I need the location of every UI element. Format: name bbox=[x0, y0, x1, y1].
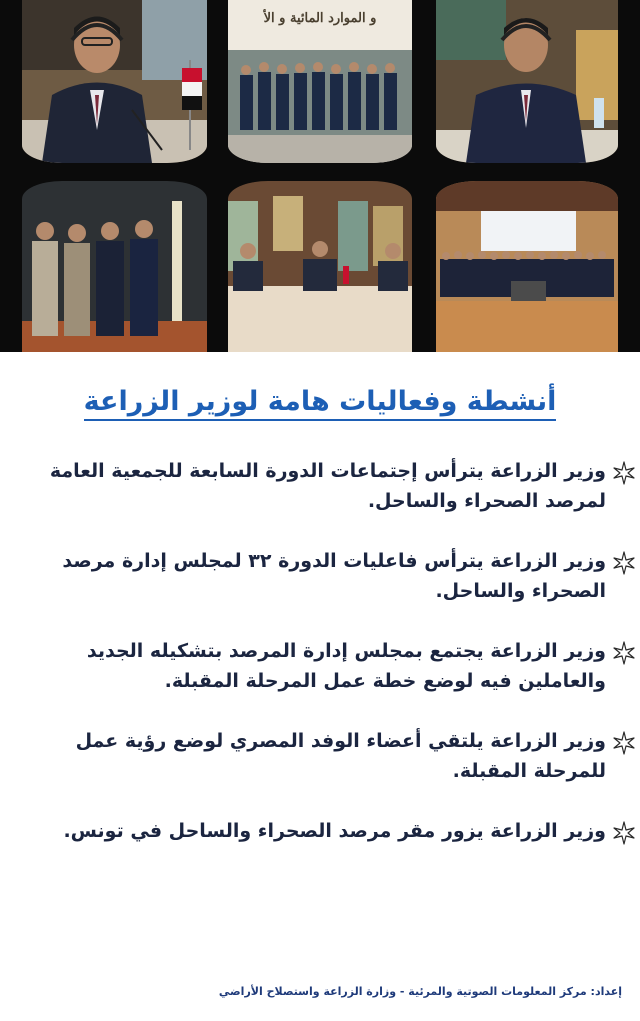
page-title-text: أنشطة وفعاليات هامة لوزير الزراعة bbox=[84, 386, 557, 421]
star-icon bbox=[612, 461, 636, 485]
star-icon bbox=[612, 641, 636, 665]
list-item bbox=[6, 816, 636, 846]
star-icon bbox=[612, 551, 636, 575]
star-icon bbox=[612, 731, 636, 755]
list-item bbox=[6, 456, 636, 516]
list-item-text: وزير الزراعة يزور مقر مرصد الصحراء والساحل في تونس. bbox=[63, 820, 606, 842]
list-item-text: وزير الزراعة يترأس إجتماعات الدورة السابعة للجمعية العامة لمرصد الصحراء والساحل. bbox=[49, 460, 606, 512]
activities-list bbox=[6, 456, 636, 876]
photo-group-at-building bbox=[228, 0, 412, 163]
photo-minister-at-table bbox=[436, 0, 618, 163]
list-item-text: وزير الزراعة يترأس فاعليات الدورة ٣٢ لمجلس إدارة مرصد الصحراء والساحل. bbox=[62, 550, 606, 602]
photo-officials-standing bbox=[22, 181, 207, 352]
list-item bbox=[6, 726, 636, 786]
list-item bbox=[6, 546, 636, 606]
building-sign-text: و الموارد المائية و الأ bbox=[263, 11, 377, 26]
photo-collage bbox=[0, 0, 640, 352]
list-item-text: وزير الزراعة يجتمع بمجلس إدارة المرصد بتشكيله الجديد والعاملين فيه لوضع خطة عمل المرحلة المقبلة. bbox=[86, 640, 606, 692]
credit-line: إعداد: مركز المعلومات الصوتية والمرئية - وزارة الزراعة واستصلاح الأراضي bbox=[218, 985, 622, 998]
list-item bbox=[6, 636, 636, 696]
photo-large-group bbox=[436, 181, 618, 352]
photo-meeting-table bbox=[228, 181, 412, 352]
star-icon bbox=[612, 821, 636, 845]
page-title bbox=[0, 386, 640, 417]
list-item-text: وزير الزراعة يلتقي أعضاء الوفد المصري لوضع رؤية عمل للمرحلة المقبلة. bbox=[75, 730, 606, 782]
photo-minister-with-headset bbox=[22, 0, 207, 163]
